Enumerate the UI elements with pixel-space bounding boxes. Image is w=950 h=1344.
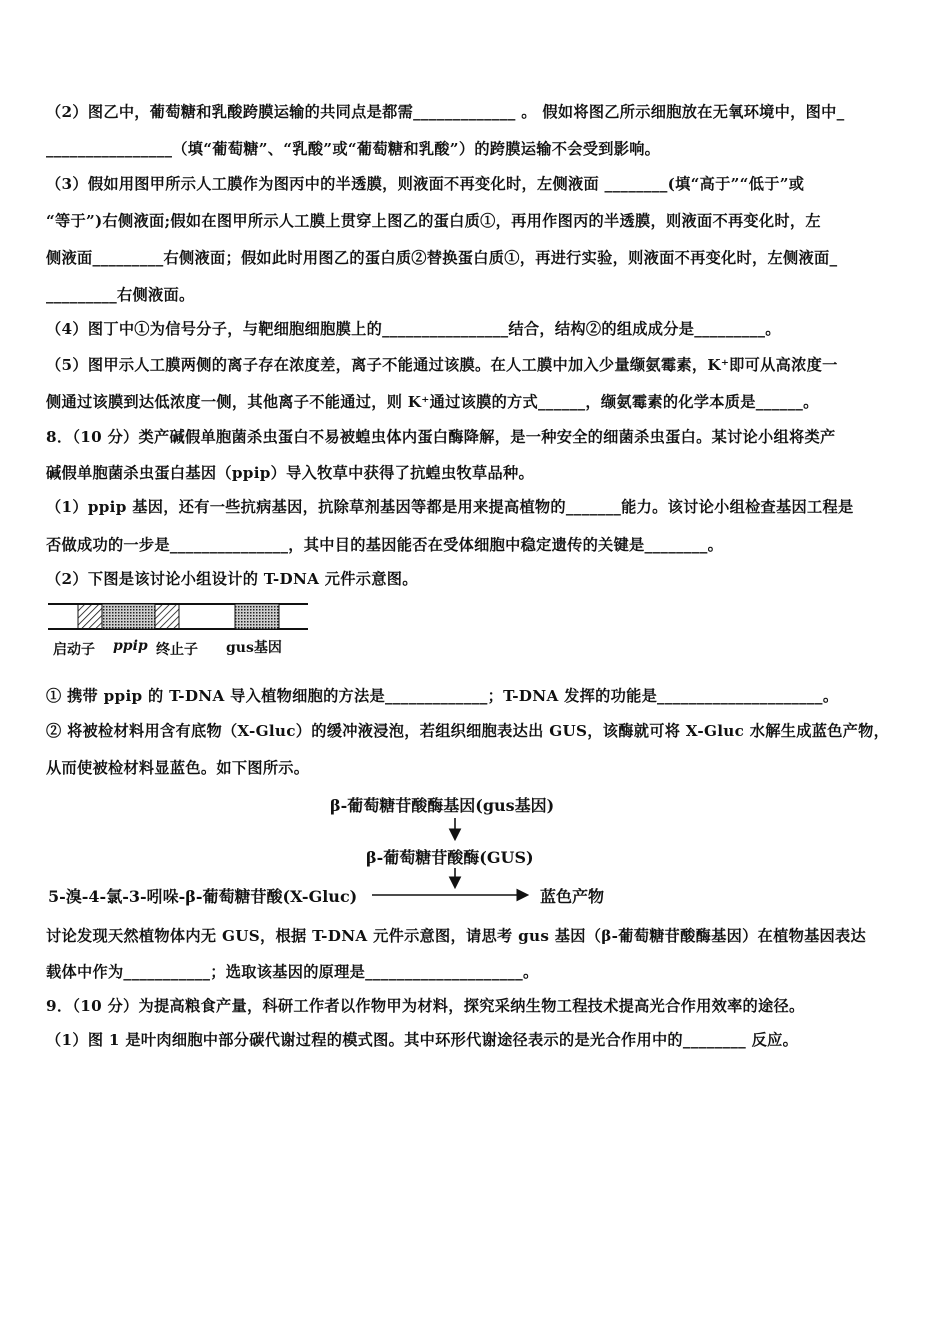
pathway-gene-label: β-葡萄糖苷酸酶基因(gus基因) (330, 796, 555, 815)
q7-5-line-2: 侧通过该膜到达低浓度一侧，其他离子不能通过，则 K⁺通过该膜的方式______，缬氨霉素的化学本质是______。 (46, 393, 819, 411)
q7-3-line-1: （3）假如用图甲所示人工膜作为图丙中的半透膜，则液面不再变化时，左侧液面 ________(填“高于”“低于”或 (46, 175, 805, 193)
q7-3-line-2: “等于”)右侧液面;假如在图甲所示人工膜上贯穿上图乙的蛋白质①，再用作图丙的半透膜，则液面不再变化时，左 (46, 212, 821, 230)
pathway-product-label: 蓝色产物 (540, 887, 605, 906)
pathway-arrows (0, 800, 950, 920)
tdna-diagram-svg (46, 600, 366, 640)
q8-intro-line-2: 碱假单胞菌杀虫蛋白基因（ppip）导入牧草中获得了抗蝗虫牧草品种。 (46, 464, 534, 482)
q7-4-line: （4）图丁中①为信号分子，与靶细胞细胞膜上的________________结合，结构②的组成成分是_________。 (46, 320, 781, 338)
q8-intro-line-1: 8．（10 分）类产碱假单胞菌杀虫蛋白不易被蝗虫体内蛋白酶降解，是一种安全的细菌杀虫蛋白。某讨论小组将类产 (46, 428, 836, 446)
q8-2-line: （2）下图是该讨论小组设计的 T-DNA 元件示意图。 (46, 570, 418, 588)
label-gus-gene: gus基因 (226, 640, 282, 656)
q8-2-sub2-line-2: 从而使被检材料显蓝色。如下图所示。 (46, 759, 310, 777)
q8-2-sub2-line-3: 讨论发现天然植物体内无 GUS，根据 T-DNA 元件示意图，请思考 gus 基因（β-葡萄糖苷酸酶基因）在植物基因表达 (46, 927, 867, 945)
q8-2-sub2-line-1: ② 将被检材料用含有底物（X-Gluc）的缓冲液浸泡，若组织细胞表达出 GUS，该酶就可将 X-Gluc 水解生成蓝色产物， (46, 722, 890, 740)
ppip-block (102, 604, 155, 629)
q7-3-line-4: _________右侧液面。 (46, 286, 195, 304)
label-terminator: 终止子 (156, 642, 198, 658)
q9-1-line: （1）图 1 是叶肉细胞中部分碳代谢过程的模式图。其中环形代谢途径表示的是光合作用中的________ 反应。 (46, 1031, 799, 1049)
pathway-enzyme-label: β-葡萄糖苷酸酶(GUS) (366, 848, 534, 867)
pathway-substrate-label: 5-溴-4-氯-3-吲哚-β-葡萄糖苷酸(X-Gluc) (48, 887, 358, 906)
label-ppip: ppip (113, 638, 148, 654)
q7-3-line-3: 侧液面_________右侧液面；假如此时用图乙的蛋白质②替换蛋白质①，再进行实验，则液面不再变化时，左侧液面_ (46, 249, 838, 267)
gus-block (235, 604, 279, 629)
terminator-block (155, 604, 179, 629)
promoter-block (78, 604, 102, 629)
q7-2-line-2: ________________（填“葡萄糖”、“乳酸”或“葡萄糖和乳酸”）的跨膜运输不会受到影响。 (46, 140, 661, 158)
q8-2-sub1-line: ① 携带 ppip 的 T-DNA 导入植物细胞的方法是_____________；T-DNA 发挥的功能是_____________________。 (46, 687, 839, 705)
q7-5-line-1: （5）图甲示人工膜两侧的离子存在浓度差，离子不能通过该膜。在人工膜中加入少量缬氨霉素，K⁺即可从高浓度一 (46, 356, 838, 374)
q8-1-line-1: （1）ppip 基因，还有一些抗病基因，抗除草剂基因等都是用来提高植物的_______能力。该讨论小组检查基因工程是 (46, 498, 854, 516)
q7-2-line-1: （2）图乙中，葡萄糖和乳酸跨膜运输的共同点是都需_____________ 。 假如将图乙所示细胞放在无氧环境中，图中_ (46, 103, 845, 121)
q9-intro-line: 9．（10 分）为提高粮食产量，科研工作者以作物甲为材料，探究采纳生物工程技术提高光合作用效率的途径。 (46, 997, 805, 1015)
q8-1-line-2: 否做成功的一步是_______________，其中目的基因能否在受体细胞中稳定遗传的关键是________。 (46, 536, 724, 554)
q8-2-sub2-line-4: 载体中作为___________；选取该基因的原理是____________________。 (46, 963, 539, 981)
label-promoter: 启动子 (53, 642, 95, 658)
